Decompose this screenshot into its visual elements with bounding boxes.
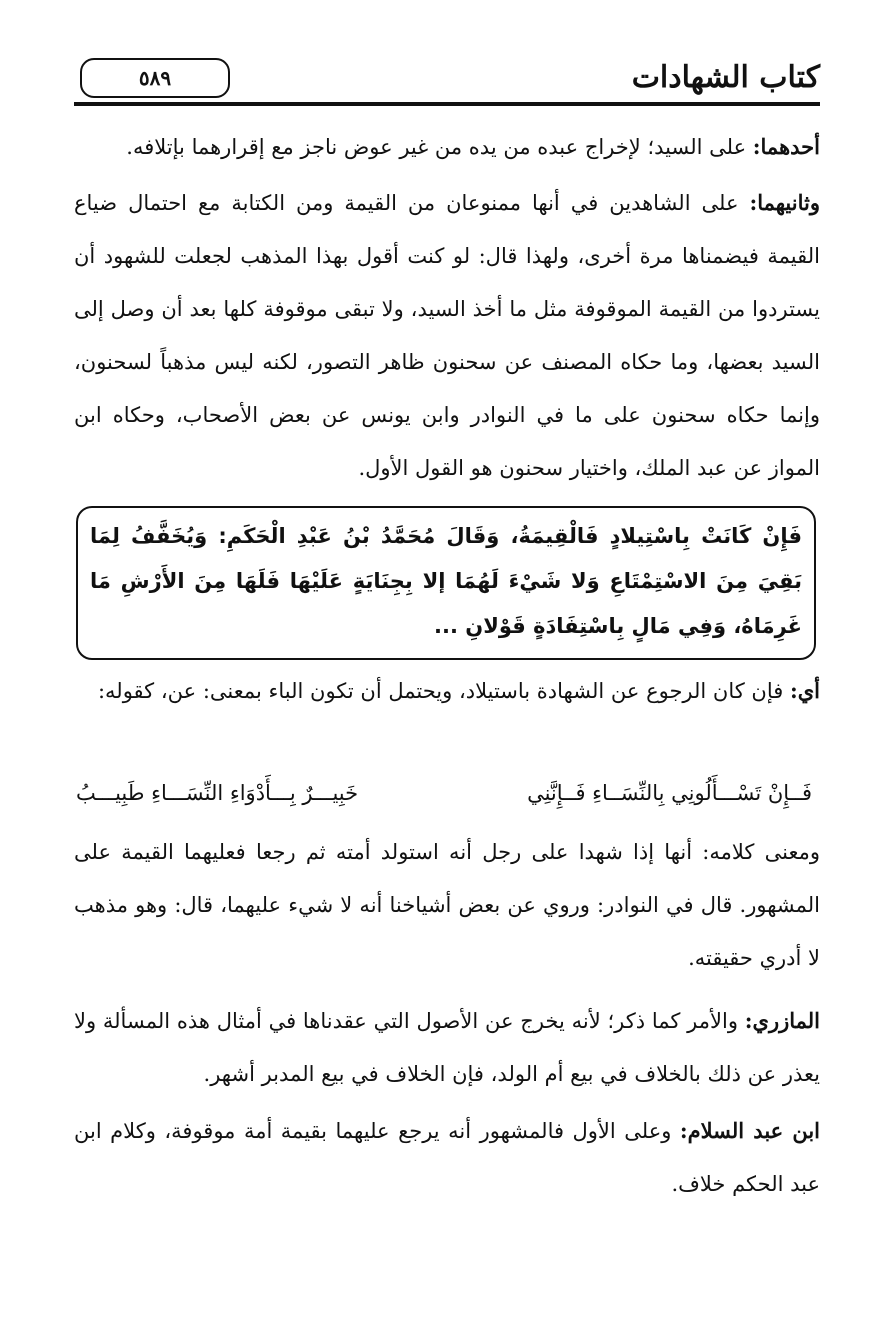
page-number-badge	[80, 58, 230, 98]
verse-second-hemistich: خَبِيـــرٌ بِـــأَدْوَاءِ النِّسَـــاءِ طَبِيـــبُ	[76, 781, 359, 805]
book-title: كتاب الشهادات	[631, 60, 820, 95]
paragraph-ibn-abd-salam	[74, 1104, 820, 1211]
speaker-label: أحدهما:	[752, 134, 820, 159]
paragraph-text: ومعنى كلامه: أنها إذا شهدا على رجل أنه استولد أمته ثم رجعا فعليهما القيمة على المشهور. قال في النوادر: وروي عن بعض أشياخنا أنه لا شيء عليهما، قال: وهو مذهب لا أدري حقيقته.	[74, 840, 820, 970]
speaker-label: وثانيهما:	[749, 190, 820, 215]
paragraph-mazari	[74, 994, 820, 1101]
paragraph-text: فإن كان الرجوع عن الشهادة باستيلاد، ويحتمل أن تكون الباء بمعنى: عن، كقوله:	[97, 679, 790, 703]
header-divider	[74, 102, 820, 106]
speaker-label: ابن عبد السلام:	[679, 1118, 820, 1143]
verse-first-hemistich: فَــإِنْ تَسْـــأَلُونِي بِالنِّسَــاءِ فَــإِنَّنِي	[527, 781, 812, 805]
paragraph-meaning	[74, 826, 820, 985]
paragraph-second	[74, 176, 820, 495]
poetry-verse	[76, 768, 816, 818]
paragraph-text: وعلى الأول فالمشهور أنه يرجع عليهما بقيمة أمة موقوفة، وكلام ابن عبد الحكم خلاف.	[74, 1119, 820, 1196]
page-header	[74, 56, 820, 106]
matn-quote-box	[76, 506, 816, 660]
page-number: ٥٨٩	[138, 66, 172, 90]
paragraph-text: على السيد؛ لإخراج عبده من يده من غير عوض ناجز مع إقرارهما بإتلافه.	[126, 135, 753, 159]
paragraph-text: على الشاهدين في أنها ممنوعان من القيمة ومن الكتابة مع احتمال ضياع القيمة فيضمناها مرة أخرى، ولهذا قال: لو كنت أقول بهذا المذهب لجعلت للشهود أن يستردوا من القيمة الموقوفة مثل ما أخذ السيد، ولا تبقى موقوفة كلها بعد أن وصل إلى السيد بعضها، وما حكاه المصنف عن سحنون ظاهر التصور، لكنه ليس مذهباً لسحنون، وإنما حكاه سحنون على ما في النوادر وابن يونس عن بعض الأصحاب، وحكاه ابن المواز عن عبد الملك، واختيار سحنون هو القول الأول.	[74, 191, 821, 480]
speaker-label: أي:	[789, 678, 820, 703]
paragraph-commentary	[74, 664, 820, 718]
speaker-label: المازري:	[744, 1008, 820, 1033]
paragraph-first	[74, 120, 820, 174]
paragraph-text: والأمر كما ذكر؛ لأنه يخرج عن الأصول التي عقدناها في أمثال هذه المسألة ولا يعذر عن ذلك بالخلاف في بيع أم الولد، فإن الخلاف في بيع المدبر أشهر.	[74, 1009, 820, 1086]
matn-text: فَإِنْ كَانَتْ بِاسْتِيلادٍ فَالْقِيمَةُ، وَقَالَ مُحَمَّدُ بْنُ عَبْدِ الْحَكَمِ: وَيُخَفَّفُ لِمَا بَقِيَ مِنَ الاسْتِمْتَاعِ وَلا شَيْءَ لَهُمَا إلا بِجِنَايَةٍ عَلَيْهَا فَلَهَا مِنَ الأَرْشِ مَا غَرِمَاهُ، وَفِي مَالٍ بِاسْتِفَادَةٍ قَوْلانِ ...	[90, 524, 802, 638]
